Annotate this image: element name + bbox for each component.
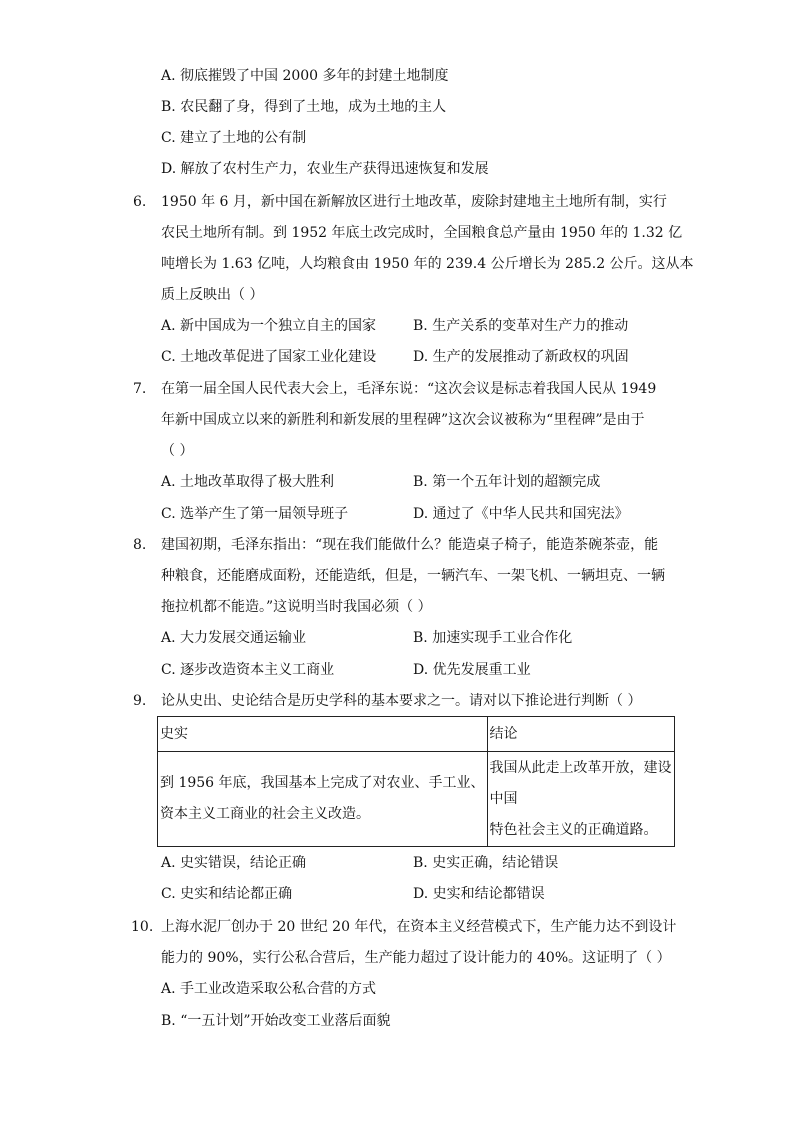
- q7-stem-line-3: （ ）: [161, 443, 194, 459]
- q8-option-c[interactable]: C. 逐步改造资本主义工商业: [161, 662, 335, 678]
- table-cell-fact: [158, 752, 488, 847]
- q9-option-b[interactable]: B. 史实正确，结论错误: [413, 855, 559, 871]
- fact-line-1: 到 1956 年底，我国基本上完成了对农业、手工业、: [160, 775, 485, 791]
- q5-option-d[interactable]: D. 解放了农村生产力，农业生产获得迅速恢复和发展: [161, 161, 489, 177]
- q7-stem-line-1: 在第一届全国人民代表大会上，毛泽东说：“这次会议是标志着我国人民从 1949: [161, 381, 657, 397]
- q8-option-d[interactable]: D. 优先发展重工业: [413, 662, 531, 678]
- q9-option-a[interactable]: A. 史实错误，结论正确: [161, 855, 307, 871]
- q6-option-c[interactable]: C. 土地改革促进了国家工业化建设: [161, 349, 377, 365]
- q7-option-b[interactable]: B. 第一个五年计划的超额完成: [413, 474, 601, 490]
- conclusion-line-2: 中国: [489, 790, 518, 807]
- conclusion-line-1: 我国从此走上改革开放，建设: [489, 759, 672, 776]
- q7-stem-line-2: 年新中国成立以来的新胜利和新发展的里程碑”这次会议被称为“里程碑”是由于: [161, 412, 645, 428]
- q6-stem-line-3: 吨增长为 1.63 亿吨，人均粮食由 1950 年的 239.4 公斤增长为 285.2 公斤。这从本: [161, 256, 694, 272]
- q6-stem-line-1: 1950 年 6 月，新中国在新解放区进行土地改革，废除封建地主土地所有制，实行: [161, 194, 667, 210]
- q5-option-a[interactable]: A. 彻底摧毁了中国 2000 多年的封建土地制度: [161, 68, 449, 84]
- q10-stem-line-1: 上海水泥厂创办于 20 世纪 20 年代，在资本主义经营模式下，生产能力达不到设计: [161, 919, 677, 935]
- q8-option-b[interactable]: B. 加速实现手工业合作化: [413, 630, 573, 646]
- q9-option-c[interactable]: C. 史实和结论都正确: [161, 886, 293, 902]
- q8-stem-line-1: 建国初期，毛泽东指出：“现在我们能做什么？能造桌子椅子，能造茶碗茶壶，能: [161, 537, 659, 553]
- q5-option-c[interactable]: C. 建立了土地的公有制: [161, 130, 307, 146]
- table-header-conclusion: 结论: [487, 717, 674, 752]
- q8-stem-line-3: 拖拉机都不能造。”这说明当时我国必须（ ）: [161, 599, 432, 615]
- q7-option-d[interactable]: D. 通过了《中华人民共和国宪法》: [413, 506, 629, 522]
- q8-number: 8.: [133, 537, 147, 553]
- q9-number: 9.: [133, 693, 147, 709]
- q8-stem-line-2: 种粮食，还能磨成面粉，还能造纸，但是，一辆汽车、一架飞机、一辆坦克、一辆: [161, 568, 665, 584]
- conclusion-line-3: 特色社会主义的正确道路。: [489, 821, 658, 838]
- q8-option-a[interactable]: A. 大力发展交通运输业: [161, 630, 307, 646]
- q6-option-b[interactable]: B. 生产关系的变革对生产力的推动: [413, 318, 629, 334]
- q6-option-a[interactable]: A. 新中国成为一个独立自主的国家: [161, 318, 377, 334]
- table-cell-conclusion: [487, 752, 674, 847]
- q5-option-b[interactable]: B. 农民翻了身，得到了土地，成为土地的主人: [161, 99, 447, 115]
- q9-option-d[interactable]: D. 史实和结论都错误: [413, 886, 545, 902]
- q6-option-d[interactable]: D. 生产的发展推动了新政权的巩固: [413, 349, 629, 365]
- q9-history-table: [157, 716, 675, 847]
- q7-option-a[interactable]: A. 土地改革取得了极大胜利: [161, 474, 335, 490]
- q7-option-c[interactable]: C. 选举产生了第一届领导班子: [161, 506, 349, 522]
- table-header-row: [158, 717, 675, 752]
- q7-number: 7.: [133, 381, 147, 397]
- table-row: [158, 752, 675, 847]
- q10-option-a[interactable]: A. 手工业改造采取公私合营的方式: [161, 981, 377, 997]
- table-header-fact: 史实: [158, 717, 488, 752]
- q10-number: 10.: [131, 919, 154, 935]
- q9-stem-line-1: 论从史出、史论结合是历史学科的基本要求之一。请对以下推论进行判断（ ）: [161, 693, 642, 709]
- fact-line-2: 资本主义工商业的社会主义改造。: [160, 806, 370, 822]
- q10-stem-line-2: 能力的 90%，实行公私合营后，生产能力超过了设计能力的 40%。这证明了（ ）: [161, 950, 671, 966]
- q6-stem-line-2: 农民土地所有制。到 1952 年底土改完成时，全国粮食总产量由 1950 年的 1.32 亿: [161, 225, 683, 241]
- q6-number: 6.: [133, 194, 147, 210]
- q10-option-b[interactable]: B. “一五计划”开始改变工业落后面貌: [161, 1013, 391, 1029]
- q6-stem-line-4: 质上反映出（ ）: [161, 287, 264, 303]
